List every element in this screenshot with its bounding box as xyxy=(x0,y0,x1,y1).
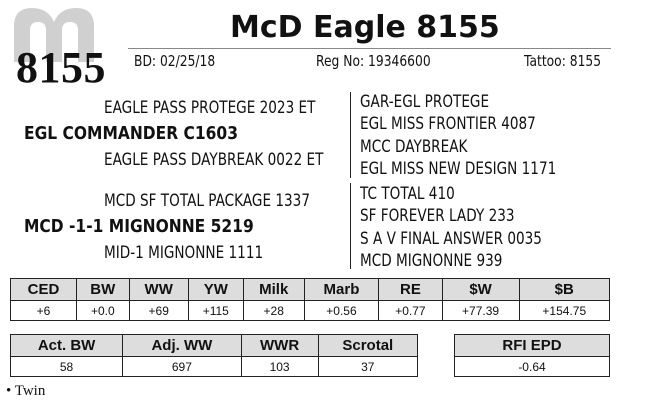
registration-number: Reg No: 19346600 xyxy=(316,52,431,70)
epd-header: CED xyxy=(11,279,77,301)
epd-header: WW xyxy=(129,279,188,301)
epd-value: +115 xyxy=(188,301,243,321)
rfi-value-row xyxy=(455,357,610,377)
ggp-4: EGL MISS NEW DESIGN 1171 xyxy=(360,159,557,179)
pedigree-divider xyxy=(350,183,351,269)
title-divider xyxy=(128,48,611,49)
epd-value: +0.0 xyxy=(77,301,130,321)
epd-header: Marb xyxy=(304,279,378,301)
epd-value: +6 xyxy=(11,301,77,321)
epd-value: +69 xyxy=(129,301,188,321)
lot-number: 8155 xyxy=(16,43,106,92)
ggp-1: GAR-EGL PROTEGE xyxy=(360,92,490,112)
performance-header-row xyxy=(11,335,418,357)
dam: MCD -1-1 MIGNONNE 5219 xyxy=(24,216,254,237)
performance-value-row xyxy=(11,357,418,377)
epd-value: +0.56 xyxy=(304,301,378,321)
performance-value: 58 xyxy=(11,357,123,377)
ggp-3: MCC DAYBREAK xyxy=(360,137,468,157)
epd-header: Milk xyxy=(243,279,304,301)
epd-header: YW xyxy=(188,279,243,301)
rfi-header-row xyxy=(455,335,610,357)
epd-header: BW xyxy=(77,279,130,301)
performance-header: Scrotal xyxy=(318,335,417,357)
epd-table xyxy=(10,278,610,321)
performance-value: 697 xyxy=(123,357,242,377)
pedigree-divider xyxy=(350,92,351,178)
performance-header: Adj. WW xyxy=(123,335,242,357)
rfi-table xyxy=(454,334,610,377)
performance-value: 103 xyxy=(241,357,318,377)
epd-value: +154.75 xyxy=(519,301,609,321)
epd-header: $B xyxy=(519,279,609,301)
dam-dam: MID-1 MIGNONNE 1111 xyxy=(104,243,264,263)
ggp-2: EGL MISS FRONTIER 4087 xyxy=(360,114,536,134)
epd-header: $W xyxy=(442,279,519,301)
sire-sire: EAGLE PASS PROTEGE 2023 ET xyxy=(104,98,316,118)
dam-sire: MCD SF TOTAL PACKAGE 1337 xyxy=(104,191,310,211)
rfi-header: RFI EPD xyxy=(455,335,610,357)
ggp-8: MCD MIGNONNE 939 xyxy=(360,251,503,271)
sire: EGL COMMANDER C1603 xyxy=(24,123,238,144)
epd-header-row xyxy=(11,279,610,301)
tattoo: Tattoo: 8155 xyxy=(524,52,602,70)
performance-header: WWR xyxy=(241,335,318,357)
epd-value: +28 xyxy=(243,301,304,321)
performance-table xyxy=(10,334,418,377)
ggp-6: SF FOREVER LADY 233 xyxy=(360,206,515,226)
birth-date: BD: 02/25/18 xyxy=(134,52,216,70)
epd-value: +0.77 xyxy=(379,301,442,321)
ggp-7: S A V FINAL ANSWER 0035 xyxy=(360,229,542,249)
footnote-twin: • Twin xyxy=(6,383,46,399)
epd-value: +77.39 xyxy=(442,301,519,321)
sire-dam: EAGLE PASS DAYBREAK 0022 ET xyxy=(104,150,324,170)
epd-header: RE xyxy=(379,279,442,301)
animal-name: McD Eagle 8155 xyxy=(230,10,500,45)
ggp-5: TC TOTAL 410 xyxy=(360,184,455,204)
epd-value-row xyxy=(11,301,610,321)
rfi-value: -0.64 xyxy=(455,357,610,377)
performance-header: Act. BW xyxy=(11,335,123,357)
performance-value: 37 xyxy=(318,357,417,377)
